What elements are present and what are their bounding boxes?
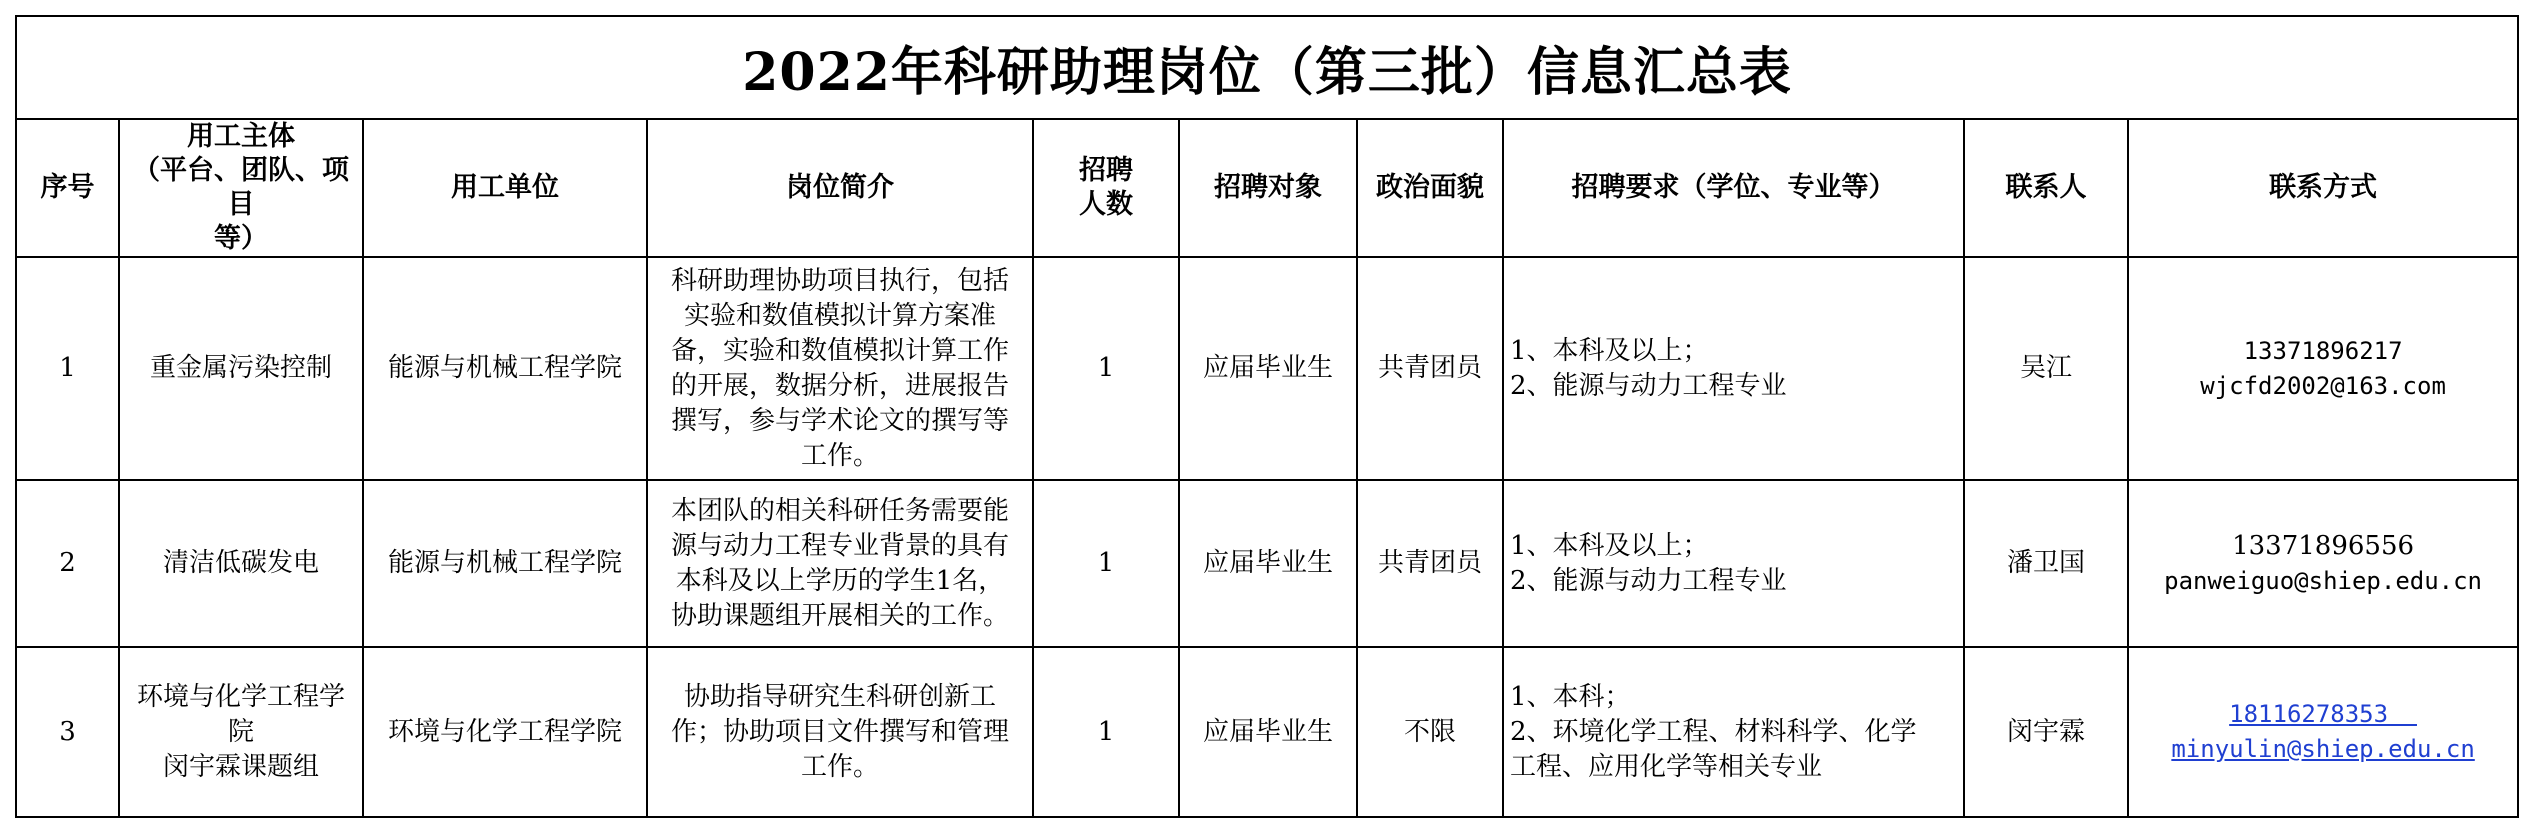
cell-desc (647, 647, 1033, 817)
cell-line: 工程、应用化学等相关专业 (1510, 751, 1823, 782)
title-row (16, 16, 2518, 119)
header-count (1033, 119, 1179, 257)
email-link[interactable]: minyulin@shiep.edu.cn (2171, 735, 2475, 763)
header-row (16, 119, 2518, 257)
header-employer-main-line: 等） (214, 223, 268, 254)
cell-target: 应届毕业生 (1179, 647, 1357, 817)
cell-line: 1、本科及以上； (1510, 530, 1709, 561)
cell-target: 应届毕业生 (1179, 257, 1357, 480)
cell-line: 科研助理协助项目执行，包括 (670, 265, 1009, 296)
cell-contact-method (2128, 257, 2518, 480)
cell-line: 的开展，数据分析，进展报告 (670, 370, 1009, 401)
cell-line: 工作。 (800, 440, 879, 471)
header-unit: 用工单位 (363, 119, 647, 257)
cell-line: 环境与化学工程学院 (136, 681, 345, 747)
page-title: 2022年科研助理岗位（第三批）信息汇总表 (16, 16, 2518, 119)
cell-employer-main (119, 257, 363, 480)
cell-line: 2、能源与动力工程专业 (1510, 565, 1787, 596)
cell-line: 本科及以上学历的学生1名， (675, 565, 1005, 596)
info-summary-table (15, 15, 2519, 818)
cell-seq: 3 (16, 647, 119, 817)
table-row (16, 480, 2518, 647)
cell-political: 共青团员 (1357, 480, 1503, 647)
phone-link[interactable]: 18116278353 (2229, 700, 2417, 728)
cell-line: 重金属污染控制 (149, 353, 332, 383)
email-address: panweiguo@shiep.edu.cn (2164, 566, 2483, 595)
cell-line: 2、能源与动力工程专业 (1510, 370, 1787, 401)
cell-contact: 闵宇霖 (1964, 647, 2128, 817)
cell-unit: 环境与化学工程学院 (363, 647, 647, 817)
header-desc: 岗位简介 (647, 119, 1033, 257)
cell-line: 1、本科； (1510, 681, 1631, 712)
cell-employer-main (119, 480, 363, 647)
cell-line: 本团队的相关科研任务需要能 (670, 495, 1009, 526)
cell-count: 1 (1033, 480, 1179, 647)
phone-number: 13371896217 (2243, 336, 2403, 365)
cell-contact: 潘卫国 (1964, 480, 2128, 647)
header-requirements: 招聘要求（学位、专业等） (1503, 119, 1964, 257)
cell-requirements (1503, 647, 1964, 817)
cell-line: 工作。 (800, 751, 879, 782)
cell-unit: 能源与机械工程学院 (363, 480, 647, 647)
cell-unit: 能源与机械工程学院 (363, 257, 647, 480)
header-seq: 序号 (16, 119, 119, 257)
cell-line: 1、本科及以上； (1510, 335, 1709, 366)
header-contact-method: 联系方式 (2128, 119, 2518, 257)
cell-line: 2、环境化学工程、材料科学、化学 (1510, 716, 1917, 747)
header-employer-main-line: 用工主体 (187, 121, 295, 152)
cell-contact-method (2128, 480, 2518, 647)
header-count-line: 人数 (1079, 189, 1133, 220)
table-row (16, 257, 2518, 480)
cell-line: 备，实验和数值模拟计算工作 (670, 335, 1009, 366)
cell-line: 闵宇霖课题组 (162, 751, 319, 782)
cell-political: 不限 (1357, 647, 1503, 817)
cell-line: 协助指导研究生科研创新工 (683, 681, 996, 712)
cell-desc (647, 480, 1033, 647)
header-employer-main-line: （平台、团队、项目 (133, 155, 349, 220)
header-contact: 联系人 (1964, 119, 2128, 257)
cell-line: 撰写，参与学术论文的撰写等 (670, 405, 1009, 436)
cell-desc (647, 257, 1033, 480)
cell-target: 应届毕业生 (1179, 480, 1357, 647)
header-employer-main (119, 119, 363, 257)
header-political: 政治面貌 (1357, 119, 1503, 257)
cell-requirements (1503, 480, 1964, 647)
cell-seq: 2 (16, 480, 119, 647)
phone-number: 13371896556 (2232, 530, 2415, 561)
cell-count: 1 (1033, 647, 1179, 817)
cell-contact: 吴江 (1964, 257, 2128, 480)
cell-line: 协助课题组开展相关的工作。 (670, 600, 1009, 631)
cell-line: 作；协助项目文件撰写和管理 (670, 716, 1009, 747)
header-target: 招聘对象 (1179, 119, 1357, 257)
cell-employer-main (119, 647, 363, 817)
table-row (16, 647, 2518, 817)
cell-count: 1 (1033, 257, 1179, 480)
cell-line: 清洁低碳发电 (162, 548, 319, 578)
cell-seq: 1 (16, 257, 119, 480)
cell-requirements (1503, 257, 1964, 480)
cell-contact-method (2128, 647, 2518, 817)
cell-political: 共青团员 (1357, 257, 1503, 480)
header-count-line: 招聘 (1079, 155, 1133, 186)
email-address: wjcfd2002@163.com (2200, 371, 2446, 400)
cell-line: 源与动力工程专业背景的具有 (670, 530, 1009, 561)
cell-line: 实验和数值模拟计算方案准 (683, 300, 996, 331)
